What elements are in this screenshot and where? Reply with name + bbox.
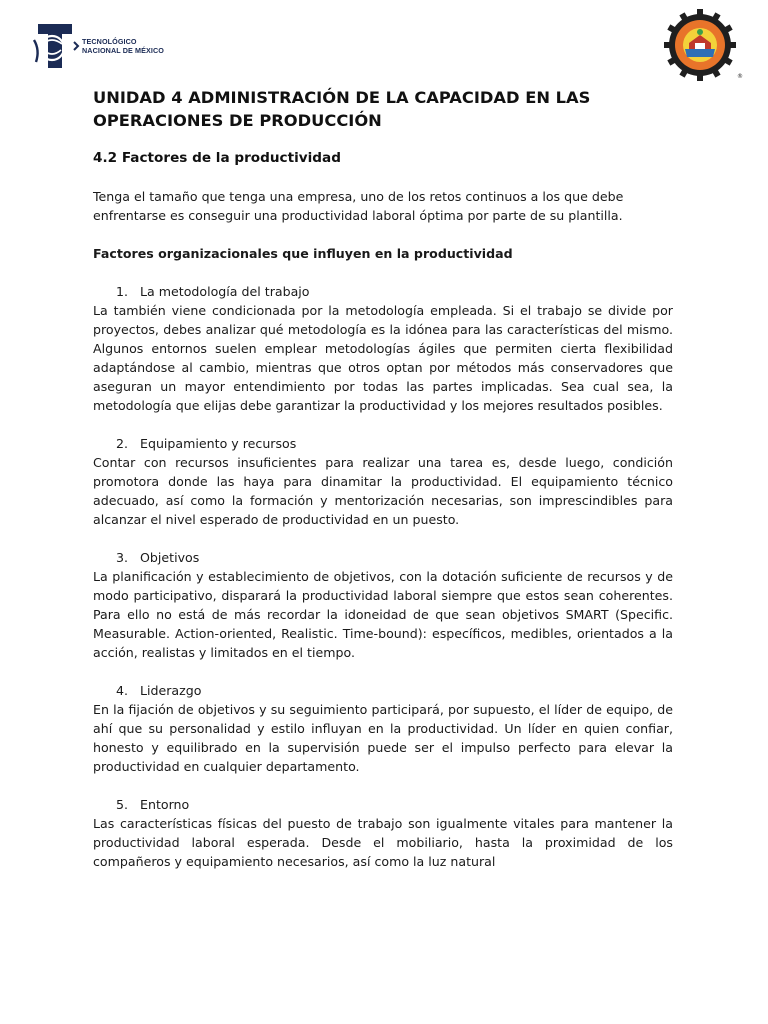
tecnm-line2: NACIONAL DE MÉXICO (82, 46, 164, 55)
factor-number: 3. (116, 550, 129, 565)
section-heading: 4.2 Factores de la productividad (93, 150, 341, 166)
document-content (93, 86, 673, 871)
factor-body: En la fijación de objetivos y su seguimiento participará, por supuesto, el líder de equipo, de ahí que su personalidad y estilo influyan en la productividad. Un líder en quien confiar, honesto y equilibrado en la supervisión puede ser el impulso perfecto para elevar la productividad en cualquier departamento. (93, 702, 673, 774)
factor-heading (93, 548, 673, 567)
factor-number: 1. (116, 284, 129, 299)
tecnm-emblem-icon (32, 20, 78, 72)
factor-heading (93, 795, 673, 814)
factor-title: Equipamiento y recursos (140, 436, 297, 451)
factor-number: 4. (116, 683, 129, 698)
factor-item (93, 795, 673, 871)
factor-number: 5. (116, 797, 129, 812)
factor-title: Entorno (140, 797, 190, 812)
tecnm-wordmark (82, 37, 164, 55)
factor-heading (93, 282, 673, 301)
intro-paragraph: Tenga el tamaño que tenga una empresa, uno de los retos continuos a los que debe enfrentarse es conseguir una productividad laboral óptima por parte de su plantilla. (93, 189, 624, 223)
factor-title: La metodología del trabajo (140, 284, 310, 299)
registered-mark: ® (737, 73, 743, 80)
factor-body: La también viene condicionada por la metodología empleada. Si el trabajo se divide por proyectos, debes analizar qué metodología es la idónea para las características del mismo. Algunos entornos suelen emplear metodologías ágiles que permiten cierta flexibilidad adaptándose al cambio, mientras que otros optan por métodos más conservadores que aseguran un mayor entendimiento por todas las partes implicadas. Sea cual sea, la metodología que elijas debe garantizar la productividad y los mejores resultados posibles. (93, 303, 673, 413)
subheading: Factores organizacionales que influyen en la productividad (93, 246, 513, 261)
document-title: UNIDAD 4 ADMINISTRACIÓN DE LA CAPACIDAD EN LAS OPERACIONES DE PRODUCCIÓN (93, 88, 591, 130)
factor-item (93, 548, 673, 662)
tecnm-logo (32, 16, 172, 76)
factor-heading (93, 434, 673, 453)
factor-item (93, 681, 673, 776)
ittepic-seal-logo (664, 10, 742, 80)
factor-body: Contar con recursos insuficientes para realizar una tarea es, desde luego, condición promotora donde las haya para dinamitar la productividad. El equipamiento técnico adecuado, así como la formación y mentorización necesarias, son imprescindibles para alcanzar el nivel esperado de productividad en un puesto. (93, 455, 673, 527)
factor-item (93, 282, 673, 415)
factor-body: Las características físicas del puesto de trabajo son igualmente vitales para mantener la productividad laboral esperada. Desde el mobiliario, hasta la proximidad de los compañeros y equipamiento necesarios, así como la luz natural (93, 816, 673, 869)
factor-title: Liderazgo (140, 683, 202, 698)
factor-body: La planificación y establecimiento de objetivos, con la dotación suficiente de recursos y de modo participativo, disparará la productividad laboral siempre que estos sean coherentes. Para ello no está de más recordar la idoneidad de que sean objetivos SMART (Specific. Measurable. Action-oriented, Realistic. Time-bound): específicos, medibles, orientados a la acción, realistas y limitados en el tiempo. (93, 569, 673, 660)
factor-title: Objetivos (140, 550, 200, 565)
factor-number: 2. (116, 436, 129, 451)
factor-heading (93, 681, 673, 700)
tecnm-line1: TECNOLÓGICO (82, 37, 137, 46)
gear-icon (664, 9, 736, 81)
factor-item (93, 434, 673, 529)
